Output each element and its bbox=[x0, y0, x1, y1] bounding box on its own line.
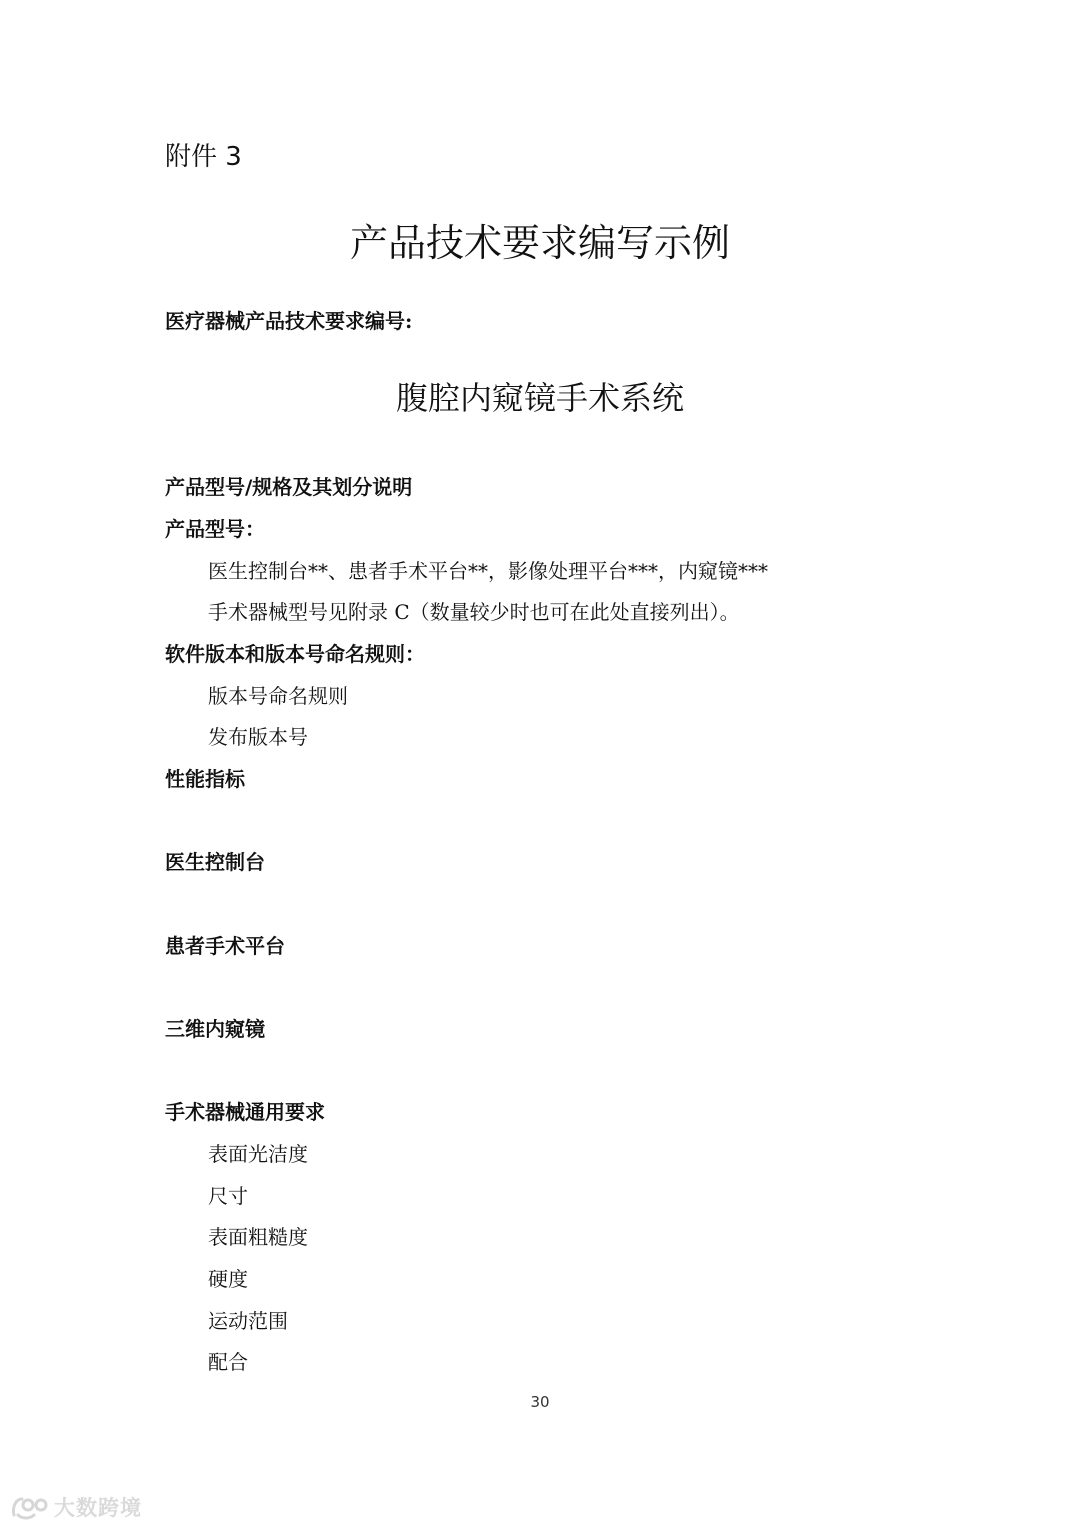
instrument-item: 表面粗糙度 bbox=[208, 1225, 308, 1249]
instrument-item: 尺寸 bbox=[208, 1184, 248, 1208]
patient-platform-heading: 患者手术平台 bbox=[165, 934, 285, 958]
endoscope-heading: 三维内窥镜 bbox=[165, 1017, 265, 1041]
watermark bbox=[10, 1492, 142, 1522]
instrument-heading: 手术器械通用要求 bbox=[165, 1100, 325, 1124]
model-line: 手术器械型号见附录 C（数量较少时也可在此处直接列出）。 bbox=[208, 600, 740, 624]
instrument-item: 运动范围 bbox=[208, 1309, 288, 1333]
instrument-item: 硬度 bbox=[208, 1267, 248, 1291]
page-number: 30 bbox=[530, 1393, 550, 1411]
brand-logo-icon bbox=[10, 1493, 50, 1521]
attachment-label: 附件 3 bbox=[165, 142, 242, 172]
software-heading: 软件版本和版本号命名规则： bbox=[165, 642, 425, 666]
model-spec-heading: 产品型号/规格及其划分说明 bbox=[165, 475, 413, 499]
surgeon-console-heading: 医生控制台 bbox=[165, 850, 265, 874]
model-heading: 产品型号： bbox=[165, 517, 265, 541]
spec-number-label: 医疗器械产品技术要求编号: bbox=[165, 309, 413, 333]
model-line: 医生控制台**、患者手术平台**，影像处理平台***，内窥镜*** bbox=[208, 559, 768, 583]
document-title: 产品技术要求编写示例 bbox=[349, 221, 730, 265]
instrument-item: 配合 bbox=[208, 1350, 248, 1374]
watermark-text: 大数跨境 bbox=[54, 1496, 142, 1520]
instrument-item: 表面光洁度 bbox=[208, 1142, 308, 1166]
product-name: 腹腔内窥镜手术系统 bbox=[395, 379, 684, 417]
performance-heading: 性能指标 bbox=[165, 767, 245, 791]
software-line: 版本号命名规则 bbox=[208, 684, 348, 708]
software-line: 发布版本号 bbox=[208, 725, 308, 749]
